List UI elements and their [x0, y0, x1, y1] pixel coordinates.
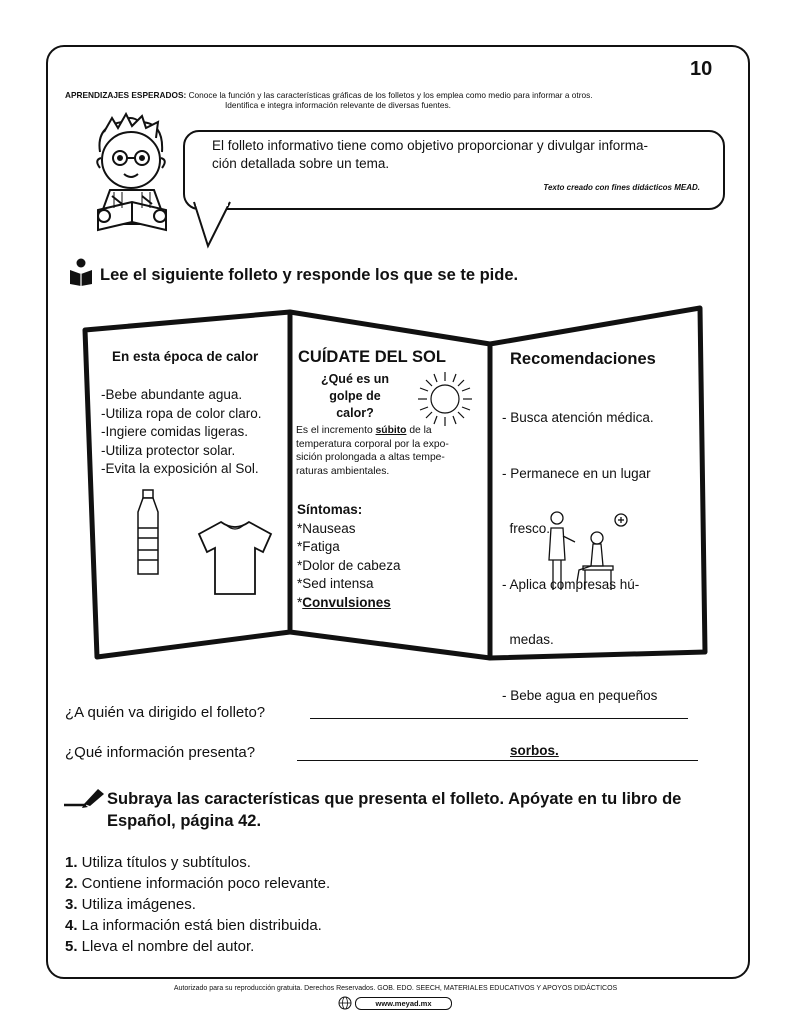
doctor-patient-icon: [545, 508, 635, 598]
reader-icon: [68, 258, 94, 286]
list-text: Utiliza títulos y subtítulos.: [77, 854, 251, 871]
boy-reading-illustration: [82, 112, 182, 242]
question-2-text: ¿Qué información presenta?: [65, 744, 256, 761]
definition-line1: [296, 424, 491, 438]
sintoma-item: *Sed intensa: [297, 576, 374, 591]
right-line: fresco.: [502, 521, 551, 536]
list-item[interactable]: [65, 852, 330, 873]
sintoma-item: *Dolor de cabeza: [297, 557, 401, 573]
left-item: -Evita la exposición al Sol.: [101, 461, 259, 476]
last-prefix: *: [297, 594, 303, 610]
definition-line: sición prolongada a altas tempe-: [296, 452, 445, 463]
list-item[interactable]: [65, 936, 330, 957]
list-item[interactable]: [65, 894, 330, 915]
question-line: calor?: [336, 406, 374, 420]
footer-copyright: Autorizado para su reproducción gratuita. Derechos Reservados. GOB. EDO. SEECH, MATERIALES EDUCATIVOS Y APOYOS DIDÁCTICOS: [173, 985, 618, 992]
question-line: ¿Qué es un: [320, 372, 390, 386]
bubble-line1: El folleto informativo tiene como objetivo proporcionar y divulgar informa-: [212, 138, 648, 153]
definition-line: raturas ambientales.: [296, 465, 390, 477]
question-2: [65, 744, 255, 761]
right-line: - Permanece en un lugar: [502, 465, 651, 481]
sintoma-item-last: [297, 594, 401, 613]
list-text: Contiene información poco relevante.: [77, 875, 331, 892]
sintoma-item: *Nauseas: [297, 520, 356, 536]
def-pre: Es el incremento: [296, 425, 376, 436]
pencil-underline-icon: [62, 786, 106, 808]
last-word: Convulsiones: [302, 594, 391, 610]
tshirt-icon: [195, 518, 275, 598]
list-number: 4.: [65, 917, 78, 934]
list-number: 5.: [65, 938, 78, 955]
answer-line-1[interactable]: [310, 718, 688, 719]
aprendizajes-label: APRENDIZAJES ESPERADOS:: [65, 90, 187, 100]
aprendizajes-line1: Conoce la función y las características gráficas de los folletos y los emplea como medio para informar a otros.: [188, 90, 593, 100]
right-line: medas.: [502, 632, 554, 647]
bubble-line2: ción detallada sobre un tema.: [212, 156, 390, 171]
left-item: -Ingiere comidas ligeras.: [101, 424, 249, 439]
list-item[interactable]: [65, 915, 330, 936]
list-text: Utiliza imágenes.: [77, 896, 196, 913]
def-word: súbito: [375, 425, 407, 436]
instruction-underline: Subraya las características que presenta el folleto. Apóyate en tu libro de Español, página 42.: [107, 790, 682, 830]
instruction-read: Lee el siguiente folleto y responde los que se te pide.: [100, 266, 519, 284]
right-line: - Bebe agua en pequeños: [502, 687, 658, 703]
center-definition: [296, 424, 491, 478]
center-question: [305, 371, 405, 422]
page-number: 10: [690, 58, 713, 80]
definition-line: temperatura corporal por la expo-: [296, 438, 449, 450]
left-item: -Utiliza ropa de color claro.: [101, 405, 262, 421]
aprendizajes-esperados: [65, 90, 735, 110]
question-1-text: ¿A quién va dirigido el folleto?: [65, 704, 266, 721]
left-panel-title: En esta época de calor: [112, 349, 259, 364]
bubble-text: [212, 137, 702, 173]
water-bottle-icon: [132, 488, 164, 578]
list-item[interactable]: [65, 873, 330, 894]
center-panel-title: CUÍDATE DEL SOL: [298, 348, 446, 366]
right-line: - Busca atención médica.: [502, 410, 654, 425]
right-line: - Aplica compresas hú-: [502, 576, 640, 592]
website-link[interactable]: www.meyad.mx: [355, 997, 452, 1010]
characteristics-list: [65, 852, 330, 957]
right-last-word: sorbos.: [510, 743, 559, 758]
sun-icon: [416, 370, 474, 428]
bubble-credit: Texto creado con fines didácticos MEAD.: [543, 183, 700, 192]
list-number: 2.: [65, 875, 78, 892]
def-post: de la: [406, 425, 432, 436]
question-line: golpe de: [329, 389, 381, 403]
list-text: Lleva el nombre del autor.: [77, 938, 255, 955]
sintoma-item: *Fatiga: [297, 539, 340, 554]
bubble-tail: [190, 200, 240, 250]
left-panel-list: [101, 386, 262, 479]
sintomas-block: [297, 501, 401, 612]
list-number: 3.: [65, 896, 78, 913]
list-number: 1.: [65, 854, 78, 871]
globe-icon: [337, 996, 353, 1010]
right-panel-title: Recomendaciones: [510, 350, 656, 368]
question-1: [65, 704, 265, 721]
left-item: -Bebe abundante agua.: [101, 387, 243, 402]
aprendizajes-line2: Identifica e integra información relevante de diversas fuentes.: [225, 100, 451, 110]
list-text: La información está bien distribuida.: [77, 917, 322, 934]
answer-line-2[interactable]: [297, 760, 698, 761]
sintomas-title: Síntomas:: [297, 502, 363, 517]
left-item: -Utiliza protector solar.: [101, 442, 236, 458]
